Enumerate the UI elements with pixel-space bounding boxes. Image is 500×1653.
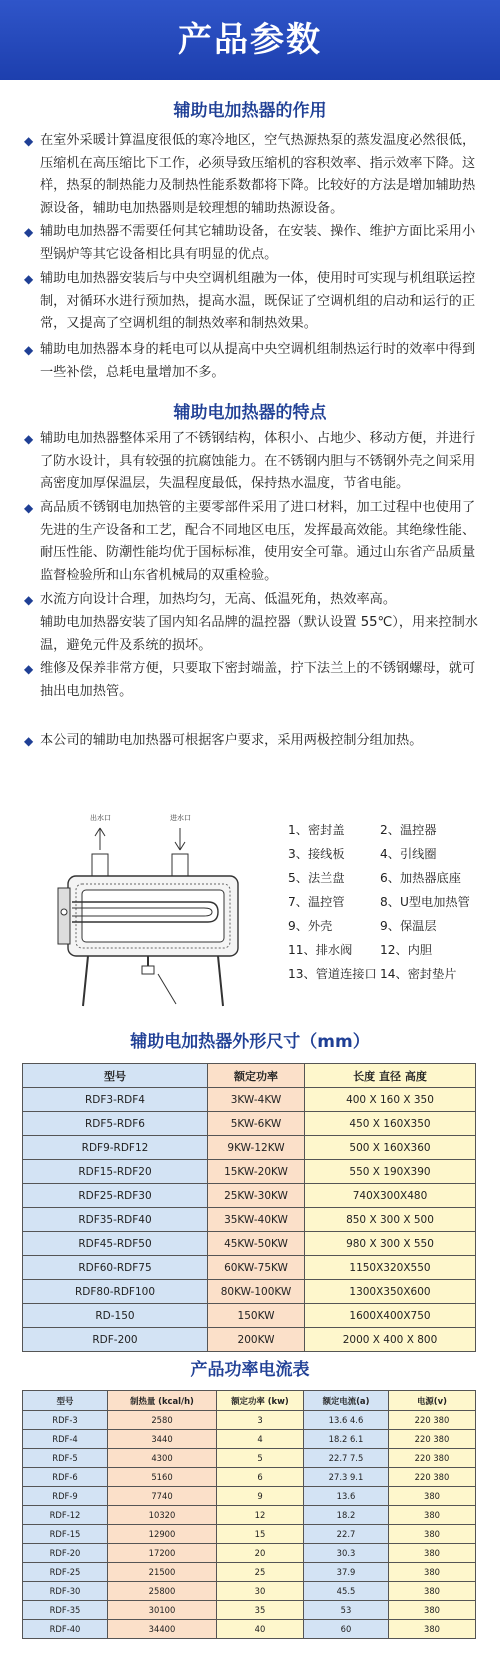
heater-diagram (28, 806, 268, 1011)
table-row (23, 1525, 476, 1544)
table-cell: 2000 X 400 X 800 (305, 1328, 476, 1352)
diamond-bullet-icon: ◆ (24, 662, 34, 676)
terminal-icon (61, 909, 67, 915)
outlet-arrow-icon (95, 828, 105, 850)
section-title-dimensions: 辅助电加热器外形尺寸（mm） (130, 1032, 370, 1052)
table-cell: 25KW-30KW (208, 1184, 305, 1208)
table-cell: 220 380 (389, 1411, 476, 1430)
legend-row: 3、接线板 4、引线圈 (288, 847, 437, 861)
table-cell: 380 (389, 1582, 476, 1601)
table-cell: 12 (217, 1506, 304, 1525)
table-cell: RDF-30 (23, 1582, 108, 1601)
col-header-current: 额定电流(a) (304, 1391, 389, 1411)
col-header-model: 型号 (23, 1064, 208, 1088)
table-cell: 21500 (108, 1563, 217, 1582)
table-cell: 380 (389, 1544, 476, 1563)
function-item-2: ◆ 辅助电加热器不需要任何其它辅助设备，在安装、操作、维护方面比采用小型锅炉等其它设备相比具有明显的优点。 (24, 221, 479, 266)
table-cell: 4 (217, 1430, 304, 1449)
feature-note: ◆ 本公司的辅助电加热器可根据客户要求，采用两极控制分组加热。 (24, 730, 479, 753)
table-cell: 3440 (108, 1430, 217, 1449)
table-cell: RDF-9 (23, 1487, 108, 1506)
table-cell: 7740 (108, 1487, 217, 1506)
legend-row: 7、温控管 8、U型电加热管 (288, 895, 470, 909)
table-cell: RDF60-RDF75 (23, 1256, 208, 1280)
diamond-bullet-icon: ◆ (24, 734, 34, 748)
table-header-row (23, 1064, 476, 1088)
table-cell: RDF3-RDF4 (23, 1088, 208, 1112)
table-cell: 5KW-6KW (208, 1112, 305, 1136)
diamond-bullet-icon: ◆ (24, 501, 34, 515)
inlet-label: 进水口 (170, 814, 191, 822)
table-row (23, 1601, 476, 1620)
function-item-1: ◆ 在室外采暖计算温度很低的寒冷地区，空气热源热泵的蒸发温度必然很低，压缩机在高压缩比下工作，必须导致压缩机的容积效率、指示效率下降。这样，热泵的制热能力及制热性能系数都将下降。比较好的方法是增加辅助热源设备，辅助电加热器则是较理想的辅助热源设备。 (24, 130, 479, 220)
table-row (23, 1544, 476, 1563)
table-cell: RDF80-RDF100 (23, 1280, 208, 1304)
table-row (23, 1160, 476, 1184)
table-cell: 150KW (208, 1304, 305, 1328)
diamond-bullet-icon: ◆ (24, 225, 34, 239)
table-cell: 17200 (108, 1544, 217, 1563)
page-title: 产品参数 (178, 20, 322, 60)
table-cell: RDF-4 (23, 1430, 108, 1449)
table-cell: RDF-5 (23, 1449, 108, 1468)
table-cell: 27.3 9.1 (304, 1468, 389, 1487)
table-cell: 22.7 (304, 1525, 389, 1544)
table-cell: 500 X 160X360 (305, 1136, 476, 1160)
feature-item-5: ◆ 维修及保养非常方便，只要取下密封端盖，拧下法兰上的不锈钢螺母，就可抽出电加热管。 (24, 658, 479, 703)
table-cell: 25800 (108, 1582, 217, 1601)
table-cell: 80KW-100KW (208, 1280, 305, 1304)
table-row (23, 1411, 476, 1430)
outlet-label: 出水口 (90, 814, 111, 822)
legend-row: 1、密封盖 2、温控器 (288, 823, 437, 837)
table-cell: 34400 (108, 1620, 217, 1639)
table-cell: 1600X400X750 (305, 1304, 476, 1328)
section-title-features: 辅助电加热器的特点 (173, 403, 327, 423)
table-cell: RDF45-RDF50 (23, 1232, 208, 1256)
diamond-bullet-icon: ◆ (24, 343, 34, 357)
table-cell: 20 (217, 1544, 304, 1563)
table-cell: 10320 (108, 1506, 217, 1525)
table-cell: RDF-25 (23, 1563, 108, 1582)
table-cell: RDF9-RDF12 (23, 1136, 208, 1160)
table-cell: RDF-12 (23, 1506, 108, 1525)
table-cell: 60 (304, 1620, 389, 1639)
table-cell: 200KW (208, 1328, 305, 1352)
table-row (23, 1304, 476, 1328)
table-cell: RDF15-RDF20 (23, 1160, 208, 1184)
table-row (23, 1256, 476, 1280)
table-cell: RDF-6 (23, 1468, 108, 1487)
table-cell: 220 380 (389, 1468, 476, 1487)
support-leg-right (218, 956, 223, 1006)
table-cell: 9 (217, 1487, 304, 1506)
dimensions-table (22, 1063, 476, 1352)
inlet-arrow-icon (175, 828, 185, 850)
feature-item-4: 辅助电加热器安装了国内知名品牌的温控器（默认设置 55℃），用来控制水温，避免元件及系统的损坏。 (40, 615, 478, 653)
table-cell: 550 X 190X390 (305, 1160, 476, 1184)
table-cell: RDF-200 (23, 1328, 208, 1352)
table-cell: 13.6 (304, 1487, 389, 1506)
table-cell: RDF25-RDF30 (23, 1184, 208, 1208)
table-row (23, 1328, 476, 1352)
table-row (23, 1184, 476, 1208)
feature-item-1: ◆ 辅助电加热器整体采用了不锈钢结构，体积小、占地少、移动方便，并进行了防水设计，具有较强的抗腐蚀能力。在不锈钢内胆与不锈钢外壳之间采用高密度加厚保温层，失温程度最低，保持热水温度，节省电能。 (24, 428, 479, 496)
table-cell: 380 (389, 1601, 476, 1620)
col-header-power: 额定功率 (208, 1064, 305, 1088)
table-cell: 13.6 4.6 (304, 1411, 389, 1430)
table-cell: 35 (217, 1601, 304, 1620)
table-cell: 3 (217, 1411, 304, 1430)
table-cell: RDF-35 (23, 1601, 108, 1620)
table-cell: 35KW-40KW (208, 1208, 305, 1232)
legend-row: 5、法兰盘 6、加热器底座 (288, 871, 461, 885)
table-cell: RDF-3 (23, 1411, 108, 1430)
col-header-model: 型号 (23, 1391, 108, 1411)
col-header-heat: 制热量 (kcal/h) (108, 1391, 217, 1411)
table-cell: 12900 (108, 1525, 217, 1544)
diamond-bullet-icon: ◆ (24, 272, 34, 286)
table-cell: 37.9 (304, 1563, 389, 1582)
table-row (23, 1449, 476, 1468)
table-cell: 380 (389, 1506, 476, 1525)
table-cell: 4300 (108, 1449, 217, 1468)
feature-item-2: ◆ 高品质不锈钢电加热管的主要零部件采用了进口材料，加工过程中也使用了先进的生产设备和工艺，配合不同地区电压，发挥最高效能。其绝缘性能、耐压性能、防潮性能均优于国标标准，使用安全可靠。通过山东省产品质量监督检验所和山东省机械局的双重检验。 (24, 497, 479, 587)
table-cell: RD-150 (23, 1304, 208, 1328)
table-cell: 18.2 6.1 (304, 1430, 389, 1449)
table-cell: 15 (217, 1525, 304, 1544)
table-row (23, 1112, 476, 1136)
table-cell: 850 X 300 X 500 (305, 1208, 476, 1232)
table-cell: 220 380 (389, 1449, 476, 1468)
table-cell: RDF-15 (23, 1525, 108, 1544)
leader-line (158, 974, 176, 1004)
table-row (23, 1582, 476, 1601)
table-cell: 380 (389, 1487, 476, 1506)
table-cell: 60KW-75KW (208, 1256, 305, 1280)
table-cell: 45KW-50KW (208, 1232, 305, 1256)
function-item-3: ◆ 辅助电加热器安装后与中央空调机组融为一体，使用时可实现与机组联运控制，对循环水进行预加热，提高水温，既保证了空调机组的启动和运行的正常，又提高了空调机组的制热效率和制热效果。 (24, 268, 479, 336)
table-row (23, 1468, 476, 1487)
diagram-legend (288, 818, 488, 986)
feature-item-3: ◆ 水流方向设计合理，加热均匀，无高、低温死角，热效率高。 (24, 589, 479, 612)
table-cell: 3KW-4KW (208, 1088, 305, 1112)
table-row (23, 1208, 476, 1232)
drain-valve-body (142, 966, 154, 974)
col-header-power: 额定功率 (kw) (217, 1391, 304, 1411)
col-header-voltage: 电源(v) (389, 1391, 476, 1411)
table-cell: 1300X350X600 (305, 1280, 476, 1304)
table-cell: 5 (217, 1449, 304, 1468)
legend-row: 9、外壳 9、保温层 (288, 919, 437, 933)
table-cell: RDF5-RDF6 (23, 1112, 208, 1136)
table-cell: 5160 (108, 1468, 217, 1487)
table-header-row (23, 1391, 476, 1411)
table-cell: 400 X 160 X 350 (305, 1088, 476, 1112)
table-row (23, 1232, 476, 1256)
table-cell: 9KW-12KW (208, 1136, 305, 1160)
table-cell: 22.7 7.5 (304, 1449, 389, 1468)
table-row (23, 1487, 476, 1506)
table-cell: 25 (217, 1563, 304, 1582)
table-row (23, 1506, 476, 1525)
table-cell: RDF35-RDF40 (23, 1208, 208, 1232)
diamond-bullet-icon: ◆ (24, 593, 34, 607)
col-header-size: 长度 直径 高度 (305, 1064, 476, 1088)
table-row (23, 1088, 476, 1112)
flange-plate (58, 888, 70, 944)
table-cell: 30 (217, 1582, 304, 1601)
function-item-4: ◆ 辅助电加热器本身的耗电可以从提高中央空调机组制热运行时的效率中得到一些补偿，总耗电量增加不多。 (24, 339, 479, 384)
diamond-bullet-icon: ◆ (24, 134, 34, 148)
table-cell: 40 (217, 1620, 304, 1639)
table-cell: 380 (389, 1620, 476, 1639)
header-banner (0, 0, 500, 80)
table-cell: 980 X 300 X 550 (305, 1232, 476, 1256)
diamond-bullet-icon: ◆ (24, 432, 34, 446)
power-current-table (22, 1390, 476, 1639)
table-row (23, 1563, 476, 1582)
table-cell: 45.5 (304, 1582, 389, 1601)
table-cell: 30.3 (304, 1544, 389, 1563)
table-cell: 220 380 (389, 1430, 476, 1449)
table-cell: RDF-40 (23, 1620, 108, 1639)
table-cell: 53 (304, 1601, 389, 1620)
table-cell: 30100 (108, 1601, 217, 1620)
table-cell: 380 (389, 1563, 476, 1582)
table-cell: 2580 (108, 1411, 217, 1430)
support-leg-left (83, 956, 88, 1006)
table-cell: 380 (389, 1525, 476, 1544)
table-cell: 15KW-20KW (208, 1160, 305, 1184)
legend-row: 11、排水阀 12、内胆 (288, 943, 433, 957)
table-row (23, 1620, 476, 1639)
table-cell: 1150X320X550 (305, 1256, 476, 1280)
table-row (23, 1430, 476, 1449)
table-row (23, 1136, 476, 1160)
section-title-function: 辅助电加热器的作用 (173, 101, 327, 121)
legend-row: 13、管道连接口 14、密封垫片 (288, 967, 457, 981)
table-row (23, 1280, 476, 1304)
table-cell: RDF-20 (23, 1544, 108, 1563)
table-cell: 6 (217, 1468, 304, 1487)
table-cell: 18.2 (304, 1506, 389, 1525)
table-cell: 740X300X480 (305, 1184, 476, 1208)
table-cell: 450 X 160X350 (305, 1112, 476, 1136)
section-title-current: 产品功率电流表 (190, 1360, 310, 1380)
